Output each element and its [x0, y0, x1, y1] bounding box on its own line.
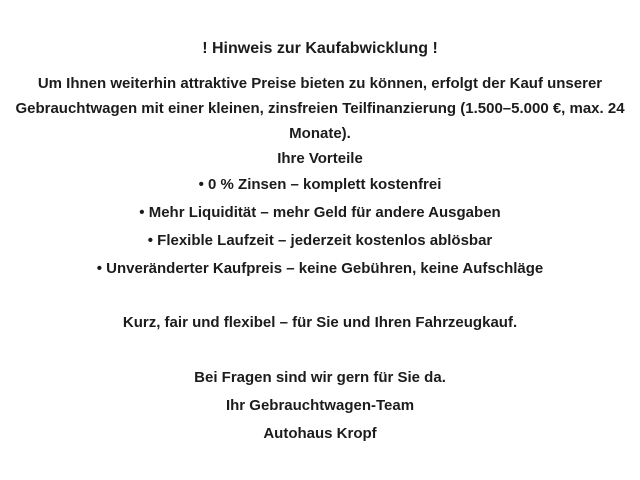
- closing-line-questions: Bei Fragen sind wir gern für Sie da.: [194, 369, 446, 386]
- signature-company: Autohaus Kropf: [263, 425, 377, 442]
- benefits-list: [4, 171, 636, 283]
- benefit-item-liquidity: • Mehr Liquidität – mehr Geld für andere Ausgaben: [139, 204, 501, 221]
- notice-title: ! Hinweis zur Kaufabwicklung !: [202, 40, 438, 57]
- notice-intro-paragraph: Um Ihnen weiterhin attraktive Preise bieten zu können, erfolgt der Kauf unserer Gebrauchtwagen mit einer kleinen, zinsfreien Teilfinanzierung (1.500–5.000 €, max. 24 Monate).: [15, 75, 625, 142]
- benefit-item-unchanged-price: • Unveränderter Kaufpreis – keine Gebühren, keine Aufschläge: [96, 260, 544, 277]
- benefits-heading: Ihre Vorteile: [277, 150, 363, 167]
- benefit-item-zero-interest: • 0 % Zinsen – komplett kostenfrei: [198, 176, 442, 193]
- signature-team: Ihr Gebrauchtwagen-Team: [225, 397, 415, 414]
- closing-block: [4, 364, 636, 448]
- benefit-item-flexible-term: • Flexible Laufzeit – jederzeit kostenlos ablösbar: [147, 232, 493, 249]
- summary-line: Kurz, fair und flexibel – für Sie und Ihren Fahrzeugkauf.: [122, 314, 518, 331]
